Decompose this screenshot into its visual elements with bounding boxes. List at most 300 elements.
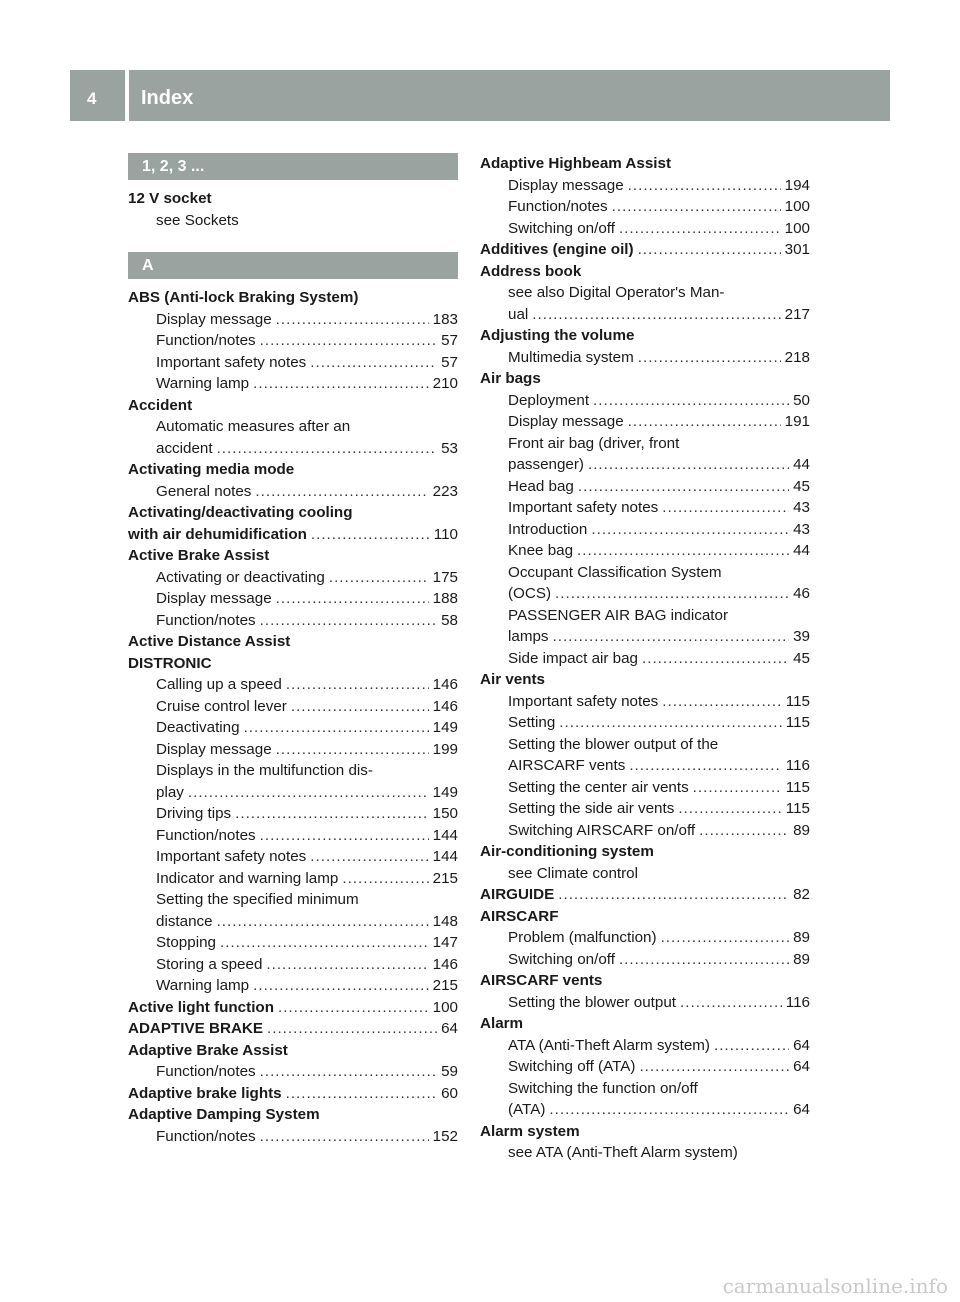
page-reference[interactable]: 46 bbox=[793, 585, 810, 602]
dot-leader bbox=[619, 218, 781, 240]
index-entry bbox=[480, 239, 810, 261]
page-reference[interactable]: 149 bbox=[432, 783, 458, 801]
dot-leader bbox=[628, 175, 781, 197]
index-column-left bbox=[128, 153, 458, 1147]
dot-leader bbox=[559, 712, 781, 734]
index-entry bbox=[480, 261, 810, 283]
page-reference[interactable]: 82 bbox=[793, 886, 810, 903]
index-entry bbox=[128, 287, 458, 309]
entry-text: Calling up a speed bbox=[156, 676, 282, 693]
entry-text: Display message bbox=[156, 310, 272, 328]
page-reference[interactable]: 116 bbox=[785, 757, 810, 774]
index-subentry bbox=[480, 712, 810, 734]
index-subentry bbox=[480, 282, 810, 304]
dot-leader bbox=[699, 820, 789, 842]
index-entry bbox=[128, 1083, 458, 1105]
page-reference[interactable]: 223 bbox=[432, 482, 458, 500]
entry-text: Cruise control lever bbox=[156, 697, 287, 715]
index-subentry bbox=[128, 610, 458, 632]
page-reference[interactable]: 218 bbox=[784, 348, 810, 366]
index-subentry bbox=[480, 1078, 810, 1100]
page-reference[interactable]: 64 bbox=[793, 1101, 810, 1118]
dot-leader bbox=[680, 992, 782, 1014]
header-divider bbox=[125, 70, 129, 121]
entry-text: ABS (Anti-lock Braking System) bbox=[128, 289, 359, 306]
entry-text: Introduction bbox=[508, 520, 588, 538]
index-subentry bbox=[128, 889, 458, 911]
entry-text: Activating media mode bbox=[128, 461, 295, 478]
dot-leader bbox=[342, 868, 428, 890]
dot-leader bbox=[638, 347, 781, 369]
entry-text: Setting the center air vents bbox=[508, 778, 689, 796]
index-subentry bbox=[128, 868, 458, 890]
dot-leader bbox=[532, 304, 780, 326]
entry-text: Function/notes bbox=[156, 611, 256, 629]
entry-text: Additives (engine oil) bbox=[480, 241, 634, 258]
dot-leader bbox=[253, 373, 429, 395]
index-subentry bbox=[480, 1056, 810, 1078]
index-subentry bbox=[128, 330, 458, 352]
dot-leader bbox=[678, 798, 781, 820]
entry-text: Adjusting the volume bbox=[480, 327, 635, 344]
entry-text: see Climate control bbox=[508, 864, 638, 882]
dot-leader bbox=[553, 626, 790, 648]
dot-leader bbox=[276, 739, 429, 761]
index-entry bbox=[128, 459, 458, 481]
index-subentry bbox=[480, 583, 810, 605]
entry-text: Warning lamp bbox=[156, 977, 250, 994]
entry-text: Address book bbox=[480, 262, 582, 280]
page-reference[interactable]: 64 bbox=[793, 1036, 810, 1054]
index-entry bbox=[128, 997, 458, 1019]
index-subentry bbox=[480, 1099, 810, 1121]
index-subentry bbox=[128, 210, 458, 232]
dot-leader bbox=[310, 352, 437, 374]
index-subentry bbox=[480, 691, 810, 713]
dot-leader bbox=[278, 997, 429, 1019]
index-subentry bbox=[128, 696, 458, 718]
dot-leader bbox=[558, 884, 789, 906]
index-subentry bbox=[480, 347, 810, 369]
index-entry bbox=[128, 524, 458, 546]
section-heading: 1, 2, 3 ... bbox=[128, 153, 458, 180]
page-reference[interactable]: 43 bbox=[793, 499, 810, 516]
index-entry bbox=[128, 631, 458, 653]
entry-text: Automatic measures after an bbox=[156, 418, 351, 435]
entry-text: Deployment bbox=[508, 391, 590, 409]
page-reference[interactable]: 89 bbox=[793, 821, 810, 839]
entry-text: AIRSCARF vents bbox=[480, 972, 603, 989]
page-reference[interactable]: 115 bbox=[785, 778, 810, 796]
index-subentry bbox=[128, 1126, 458, 1148]
entry-text: Knee bag bbox=[508, 542, 574, 559]
index-subentry bbox=[480, 497, 810, 519]
page-reference[interactable]: 144 bbox=[432, 848, 458, 865]
entry-text: Adaptive brake lights bbox=[128, 1084, 282, 1102]
entry-text: Setting the specified minimum bbox=[156, 891, 359, 908]
dot-leader bbox=[235, 803, 429, 825]
index-entry bbox=[128, 545, 458, 567]
entry-text: Important safety notes bbox=[508, 692, 659, 710]
index-subentry bbox=[128, 674, 458, 696]
index-subentry bbox=[480, 476, 810, 498]
index-subentry bbox=[480, 626, 810, 648]
dot-leader bbox=[276, 588, 429, 610]
dot-leader bbox=[329, 567, 429, 589]
entry-text: Important safety notes bbox=[156, 353, 307, 371]
dot-leader bbox=[311, 524, 430, 546]
dot-leader bbox=[266, 954, 428, 976]
page-reference[interactable]: 100 bbox=[784, 219, 810, 237]
entry-text: passenger) bbox=[508, 456, 584, 473]
entry-text: (OCS) bbox=[508, 585, 552, 602]
entry-text: ADAPTIVE BRAKE bbox=[128, 1020, 264, 1037]
page-reference[interactable]: 146 bbox=[432, 697, 458, 715]
entry-text: 12 V socket bbox=[128, 190, 212, 207]
index-entry bbox=[128, 1104, 458, 1126]
index-subentry bbox=[480, 196, 810, 218]
index-entry bbox=[128, 395, 458, 417]
index-subentry bbox=[128, 803, 458, 825]
page-reference[interactable]: 116 bbox=[785, 993, 810, 1011]
page-reference[interactable]: 64 bbox=[793, 1058, 810, 1075]
index-subentry bbox=[480, 175, 810, 197]
index-subentry bbox=[480, 949, 810, 971]
index-subentry bbox=[128, 975, 458, 997]
entry-text: Switching on/off bbox=[508, 219, 615, 237]
page-reference[interactable]: 89 bbox=[793, 950, 810, 968]
page-reference[interactable]: 215 bbox=[432, 977, 458, 994]
entry-text: Adaptive Highbeam Assist bbox=[480, 155, 672, 172]
dot-leader bbox=[638, 239, 781, 261]
page-reference[interactable]: 115 bbox=[785, 714, 810, 731]
page-reference[interactable]: 44 bbox=[793, 456, 810, 473]
page-reference[interactable]: 58 bbox=[441, 611, 458, 629]
entry-text: Setting bbox=[508, 714, 556, 731]
index-entry bbox=[128, 1040, 458, 1062]
entry-text: Air-conditioning system bbox=[480, 843, 654, 860]
entry-text: Switching on/off bbox=[508, 950, 615, 968]
entry-text: PASSENGER AIR BAG indicator bbox=[508, 606, 729, 624]
dot-leader bbox=[639, 1056, 789, 1078]
index-subentry bbox=[128, 438, 458, 460]
page-reference[interactable]: 50 bbox=[793, 391, 810, 409]
entry-text: Air vents bbox=[480, 671, 545, 688]
page-reference[interactable]: 150 bbox=[432, 805, 458, 822]
page-reference[interactable]: 44 bbox=[793, 542, 810, 559]
index-entry bbox=[480, 153, 810, 175]
dot-leader bbox=[591, 519, 789, 541]
entry-text: ual bbox=[508, 305, 529, 323]
index-subentry bbox=[128, 782, 458, 804]
index-entry bbox=[128, 1018, 458, 1040]
entry-text: Deactivating bbox=[156, 719, 240, 736]
entry-text: Switching the function on/off bbox=[508, 1079, 698, 1097]
entry-text: Front air bag (driver, front bbox=[508, 434, 680, 452]
page-reference[interactable]: 191 bbox=[784, 413, 810, 430]
page-reference[interactable]: 175 bbox=[432, 568, 458, 586]
entry-text: Accident bbox=[128, 396, 193, 414]
page-reference[interactable]: 199 bbox=[432, 740, 458, 758]
index-subentry bbox=[128, 932, 458, 954]
page-reference[interactable]: 146 bbox=[432, 955, 458, 973]
index-subentry bbox=[128, 588, 458, 610]
dot-leader bbox=[619, 949, 789, 971]
dot-leader bbox=[260, 330, 437, 352]
entry-text: Adaptive Damping System bbox=[128, 1106, 320, 1123]
index-entry bbox=[480, 884, 810, 906]
dot-leader bbox=[555, 583, 789, 605]
index-subentry bbox=[480, 820, 810, 842]
index-subentry bbox=[128, 760, 458, 782]
index-subentry bbox=[480, 304, 810, 326]
entry-text: Setting the blower output bbox=[508, 993, 677, 1011]
index-subentry bbox=[480, 927, 810, 949]
dot-leader bbox=[593, 390, 789, 412]
entry-text: DISTRONIC bbox=[128, 654, 212, 672]
entry-text: distance bbox=[156, 912, 213, 930]
entry-text: Alarm system bbox=[480, 1122, 580, 1140]
dot-leader bbox=[276, 309, 429, 331]
entry-text: Displays in the multifunction dis- bbox=[156, 762, 373, 779]
index-subentry bbox=[480, 433, 810, 455]
page-reference[interactable]: 100 bbox=[784, 198, 810, 215]
entry-text: Function/notes bbox=[156, 1127, 256, 1145]
page-reference[interactable]: 147 bbox=[432, 934, 458, 951]
page-reference[interactable]: 148 bbox=[432, 912, 458, 930]
entry-text: Active Distance Assist bbox=[128, 633, 291, 650]
entry-text: AIRGUIDE bbox=[480, 886, 555, 903]
dot-leader bbox=[577, 540, 789, 562]
entry-text: Active light function bbox=[128, 998, 274, 1016]
page-reference[interactable]: 188 bbox=[432, 590, 458, 607]
entry-text: Setting the blower output of the bbox=[508, 735, 719, 753]
entry-text: play bbox=[156, 783, 184, 801]
entry-text: Stopping bbox=[156, 934, 216, 951]
dot-leader bbox=[714, 1035, 789, 1057]
entry-text: Setting the side air vents bbox=[508, 800, 675, 817]
entry-text: Side impact air bag bbox=[508, 649, 639, 667]
index-subentry bbox=[128, 373, 458, 395]
index-entry bbox=[480, 1121, 810, 1143]
page-reference[interactable]: 144 bbox=[432, 826, 458, 844]
page-reference[interactable]: 89 bbox=[793, 929, 810, 946]
index-entry bbox=[480, 906, 810, 928]
page-title: Index bbox=[141, 87, 194, 109]
page-reference[interactable]: 53 bbox=[441, 439, 458, 457]
entry-text: Active Brake Assist bbox=[128, 547, 270, 564]
index-subentry bbox=[128, 567, 458, 589]
dot-leader bbox=[217, 911, 429, 933]
index-subentry bbox=[480, 605, 810, 627]
dot-leader bbox=[661, 927, 790, 949]
dot-leader bbox=[260, 1061, 437, 1083]
entry-text: Display message bbox=[156, 590, 272, 607]
entry-text: Storing a speed bbox=[156, 955, 263, 973]
index-subentry bbox=[128, 954, 458, 976]
index-entry bbox=[480, 669, 810, 691]
page-reference[interactable]: 152 bbox=[432, 1127, 458, 1145]
dot-leader bbox=[662, 691, 782, 713]
dot-leader bbox=[628, 411, 781, 433]
entry-text: Function/notes bbox=[156, 1063, 256, 1080]
page-reference[interactable]: 115 bbox=[785, 692, 810, 710]
page-number: 4 bbox=[87, 89, 97, 108]
entry-text: Activating/deactivating cooling bbox=[128, 504, 353, 521]
entry-text: Function/notes bbox=[156, 826, 256, 844]
entry-text: Occupant Classification System bbox=[508, 563, 722, 581]
index-subentry bbox=[480, 411, 810, 433]
dot-leader bbox=[662, 497, 789, 519]
index-entry bbox=[480, 841, 810, 863]
entry-text: Air bags bbox=[480, 370, 541, 387]
index-subentry bbox=[128, 846, 458, 868]
dot-leader bbox=[693, 777, 782, 799]
index-entry bbox=[480, 368, 810, 390]
entry-text: accident bbox=[156, 439, 213, 457]
index-subentry bbox=[128, 1061, 458, 1083]
page-reference[interactable]: 210 bbox=[432, 375, 458, 392]
section-heading: A bbox=[128, 252, 458, 279]
entry-text: Indicator and warning lamp bbox=[156, 869, 339, 887]
entry-text: Display message bbox=[508, 176, 624, 194]
index-subentry bbox=[128, 309, 458, 331]
dot-leader bbox=[310, 846, 428, 868]
entry-text: Activating or deactivating bbox=[156, 568, 325, 586]
entry-text: Switching off (ATA) bbox=[508, 1058, 636, 1075]
page-reference[interactable]: 64 bbox=[441, 1020, 458, 1037]
index-subentry bbox=[480, 648, 810, 670]
page-reference[interactable]: 301 bbox=[784, 241, 810, 258]
index-subentry bbox=[480, 992, 810, 1014]
index-subentry bbox=[480, 562, 810, 584]
index-subentry bbox=[480, 218, 810, 240]
index-subentry bbox=[128, 739, 458, 761]
entry-text: Important safety notes bbox=[508, 499, 659, 516]
page-reference[interactable]: 217 bbox=[784, 305, 810, 323]
dot-leader bbox=[260, 610, 437, 632]
dot-leader bbox=[291, 696, 429, 718]
index-subentry bbox=[480, 1142, 810, 1164]
index-subentry bbox=[128, 911, 458, 933]
index-subentry bbox=[128, 717, 458, 739]
index-entry bbox=[480, 1013, 810, 1035]
index-subentry bbox=[480, 798, 810, 820]
entry-text: see ATA (Anti-Theft Alarm system) bbox=[508, 1144, 738, 1161]
dot-leader bbox=[642, 648, 789, 670]
entry-text: Display message bbox=[156, 740, 272, 758]
index-subentry bbox=[480, 777, 810, 799]
index-subentry bbox=[480, 755, 810, 777]
page-reference[interactable]: 215 bbox=[432, 869, 458, 887]
index-subentry bbox=[128, 481, 458, 503]
entry-text: Adaptive Brake Assist bbox=[128, 1041, 288, 1059]
page-reference[interactable]: 146 bbox=[432, 676, 458, 693]
index-entry bbox=[128, 188, 458, 210]
page-reference[interactable]: 57 bbox=[441, 353, 458, 371]
dot-leader bbox=[260, 1126, 429, 1148]
entry-text: AIRSCARF vents bbox=[508, 757, 626, 774]
page-reference[interactable]: 59 bbox=[441, 1063, 458, 1080]
entry-text: lamps bbox=[508, 628, 549, 645]
entry-text: (ATA) bbox=[508, 1101, 546, 1118]
dot-leader bbox=[217, 438, 438, 460]
entry-text: see also Digital Operator's Man- bbox=[508, 284, 725, 301]
index-subentry bbox=[480, 540, 810, 562]
page-reference[interactable]: 60 bbox=[441, 1084, 458, 1102]
page-reference[interactable]: 57 bbox=[441, 332, 458, 349]
index-entry bbox=[128, 502, 458, 524]
page-reference[interactable]: 43 bbox=[793, 520, 810, 538]
entry-text: Function/notes bbox=[508, 198, 608, 215]
index-subentry bbox=[480, 1035, 810, 1057]
index-subentry bbox=[128, 352, 458, 374]
index-entry bbox=[128, 653, 458, 675]
index-subentry bbox=[480, 863, 810, 885]
watermark: carmanualsonline.info bbox=[722, 1274, 948, 1298]
entry-text: Display message bbox=[508, 413, 624, 430]
dot-leader bbox=[244, 717, 429, 739]
entry-text: Function/notes bbox=[156, 332, 256, 349]
index-column-right bbox=[480, 153, 810, 1164]
page-reference[interactable]: 100 bbox=[432, 998, 458, 1016]
index-subentry bbox=[480, 390, 810, 412]
page-reference[interactable]: 149 bbox=[432, 719, 458, 736]
dot-leader bbox=[220, 932, 429, 954]
dot-leader bbox=[612, 196, 781, 218]
index-subentry bbox=[480, 734, 810, 756]
page-reference[interactable]: 45 bbox=[793, 477, 810, 495]
entry-text: Warning lamp bbox=[156, 375, 250, 392]
dot-leader bbox=[629, 755, 781, 777]
entry-text: Driving tips bbox=[156, 805, 232, 822]
entry-text: Switching AIRSCARF on/off bbox=[508, 821, 696, 839]
entry-text: AIRSCARF bbox=[480, 907, 559, 925]
dot-leader bbox=[286, 674, 429, 696]
dot-leader bbox=[286, 1083, 437, 1105]
index-subentry bbox=[480, 519, 810, 541]
entry-text: Important safety notes bbox=[156, 848, 307, 865]
index-entry bbox=[480, 325, 810, 347]
page-reference[interactable]: 115 bbox=[785, 800, 810, 817]
page-reference[interactable]: 39 bbox=[793, 628, 810, 645]
dot-leader bbox=[267, 1018, 437, 1040]
index-subentry bbox=[128, 416, 458, 438]
dot-leader bbox=[255, 481, 428, 503]
index-subentry bbox=[128, 825, 458, 847]
entry-text: Head bag bbox=[508, 477, 574, 495]
index-subentry bbox=[480, 454, 810, 476]
entry-text: ATA (Anti-Theft Alarm system) bbox=[508, 1036, 710, 1054]
dot-leader bbox=[253, 975, 429, 997]
page-header bbox=[70, 70, 890, 121]
entry-text: see Sockets bbox=[156, 211, 239, 229]
entry-text: General notes bbox=[156, 482, 252, 500]
dot-leader bbox=[260, 825, 429, 847]
entry-text: with air dehumidification bbox=[128, 525, 307, 543]
entry-text: Multimedia system bbox=[508, 348, 634, 366]
entry-text: Alarm bbox=[480, 1015, 524, 1032]
dot-leader bbox=[549, 1099, 789, 1121]
dot-leader bbox=[578, 476, 789, 498]
entry-text: Problem (malfunction) bbox=[508, 929, 657, 946]
page-reference[interactable]: 194 bbox=[784, 176, 810, 194]
page-reference[interactable]: 45 bbox=[793, 649, 810, 667]
page-reference[interactable]: 183 bbox=[432, 310, 458, 328]
dot-leader bbox=[588, 454, 789, 476]
index-entry bbox=[480, 970, 810, 992]
page-reference[interactable]: 110 bbox=[433, 525, 458, 543]
